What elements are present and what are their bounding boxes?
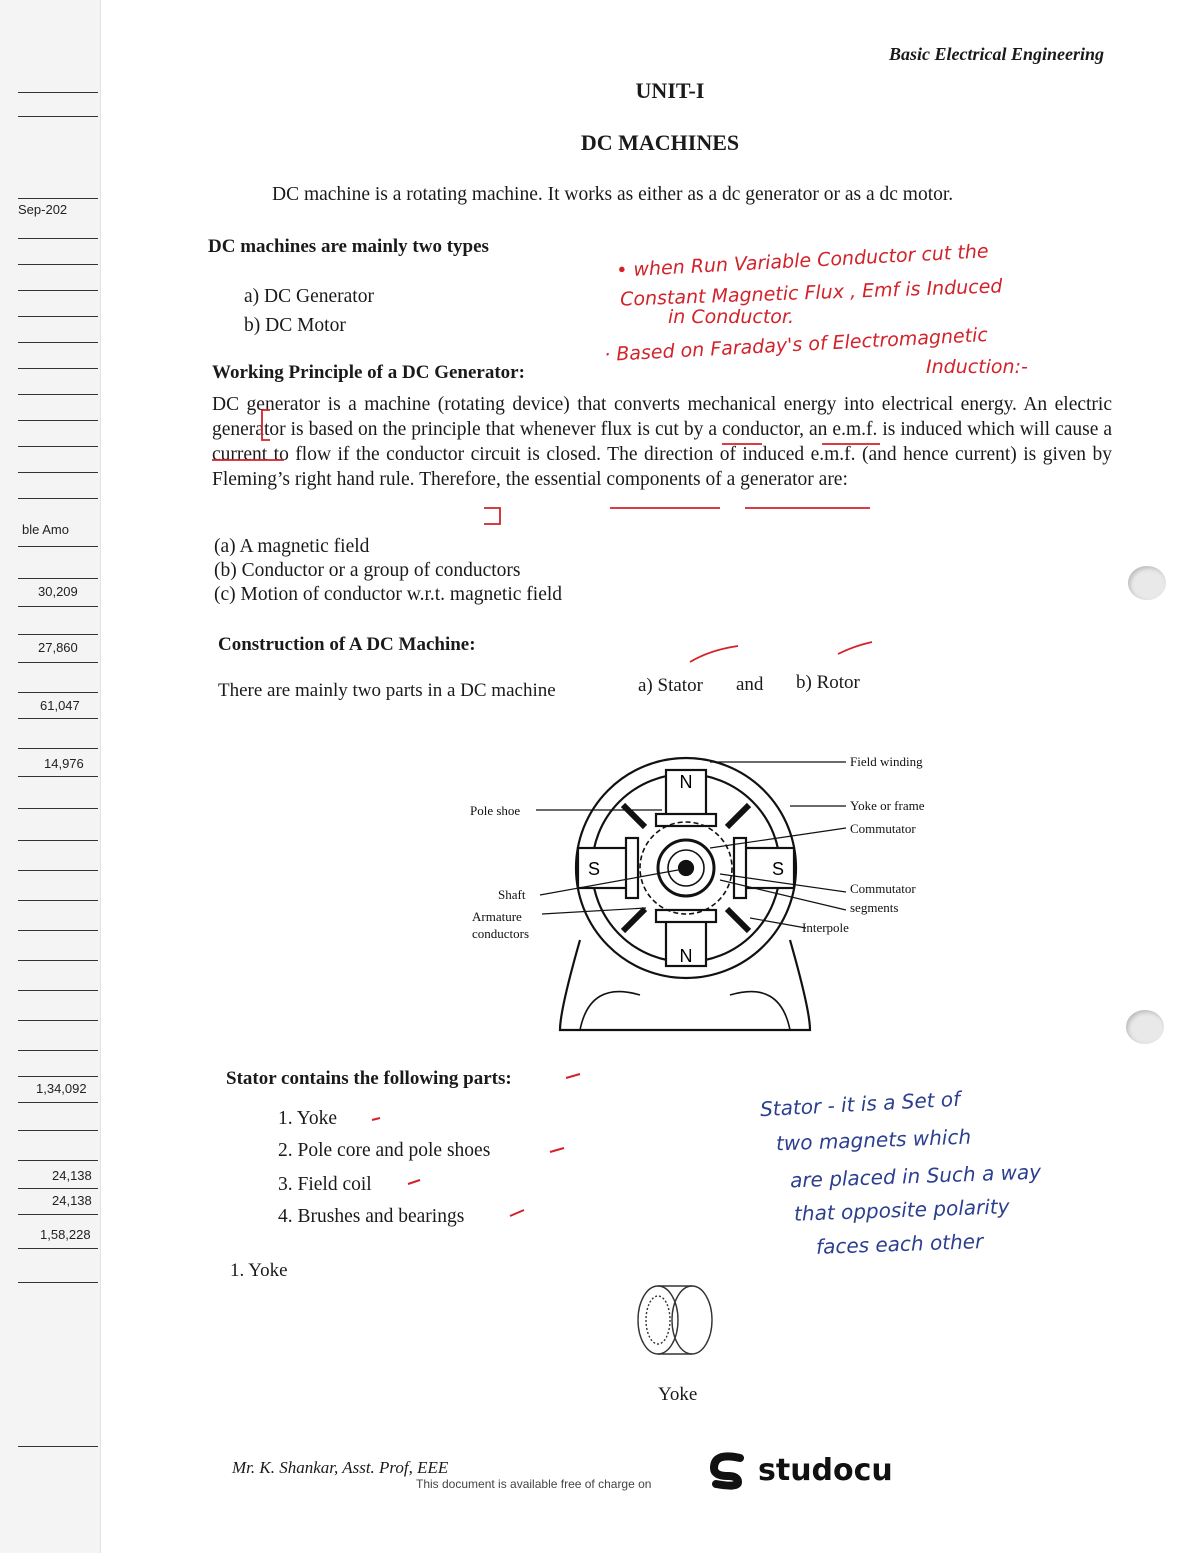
red-underline-marks (200, 396, 1120, 526)
pole-letter: N (679, 946, 693, 966)
strip-cell: 24,138 (52, 1168, 92, 1183)
handwritten-note-blue: that opposite polarity (793, 1194, 1010, 1226)
strip-cell: 61,047 (40, 698, 80, 713)
strip-cell: 30,209 (38, 584, 78, 599)
intro-text: DC machine is a rotating machine. It works as either as a dc generator or as a dc motor. (272, 184, 954, 205)
label-armature-conductors: conductors (472, 926, 530, 941)
handwritten-note-red: · Based on Faraday's of Electromagnetic (603, 323, 989, 367)
types-heading: DC machines are mainly two types (208, 236, 489, 257)
strip-cell: 1,58,228 (40, 1227, 91, 1242)
label-yoke-frame: Yoke or frame (850, 798, 925, 813)
footer-author: Mr. K. Shankar, Asst. Prof, EEE (232, 1458, 449, 1477)
stator-part: 4. Brushes and bearings (278, 1206, 465, 1227)
scan-left-strip (0, 0, 101, 1553)
label-pole-shoe: Pole shoe (470, 803, 521, 818)
strip-cell: 24,138 (52, 1193, 92, 1208)
handwritten-note-red: • when Run Variable Conductor cut the (615, 240, 990, 282)
handwritten-note-red: Constant Magnetic Flux , Emf is Induced (619, 275, 1003, 311)
unit-title: UNIT-I (635, 78, 705, 103)
handwritten-note-blue: Stator - it is a Set of (759, 1086, 961, 1122)
red-bracket-mark (262, 410, 270, 440)
component-item: (b) Conductor or a group of conductors (214, 560, 521, 581)
part-stator: a) Stator (638, 675, 703, 696)
handwritten-note-blue: faces each other (815, 1229, 984, 1259)
component-item: (a) A magnetic field (214, 536, 370, 557)
studocu-logo-icon (708, 1450, 750, 1490)
type-item: b) DC Motor (244, 315, 346, 336)
label-armature: Armature (472, 909, 522, 924)
strip-cell: 27,860 (38, 640, 78, 655)
yoke-image (630, 1280, 720, 1366)
stator-part: 1. Yoke (278, 1108, 338, 1129)
page-title: DC MACHINES (580, 130, 740, 155)
footer-availability: This document is available free of charge on (416, 1477, 652, 1491)
working-paragraph: DC generator is a machine (rotating device) that converts mechanical energy into electrical energy. An electric generator is based on the principle that whenever flux is cut by a conductor, an e.m.f. is induced which will cause a current to flow if the conductor circuit is closed. The direction of induced e.m.f. (and hence current) is given by Fleming’s right hand rule. Therefore, the essential components of a generator are: (212, 394, 1112, 490)
punch-hole (1126, 1010, 1164, 1044)
working-heading: Working Principle of a DC Generator: (212, 362, 525, 383)
strip-cell: 1,34,092 (36, 1081, 87, 1096)
construction-heading: Construction of A DC Machine: (218, 634, 476, 655)
red-dash-marks (360, 1066, 590, 1226)
strip-cell: ble Amo (22, 522, 69, 537)
pole-right (740, 848, 794, 888)
stator-part: 3. Field coil (278, 1174, 372, 1195)
handwritten-note-blue: are placed in Such a way (789, 1159, 1042, 1193)
label-commutator-segments: Commutator (850, 881, 916, 896)
pole-letter: S (771, 859, 785, 879)
part-rotor: b) Rotor (796, 672, 860, 693)
studocu-brand[interactable] (708, 1450, 893, 1490)
type-item: a) DC Generator (244, 286, 374, 307)
pole-left (578, 848, 632, 888)
part-and: and (736, 674, 764, 695)
label-shaft: Shaft (498, 887, 526, 902)
label-field-winding: Field winding (850, 754, 923, 769)
strip-cell: 14,976 (44, 756, 84, 771)
label-commutator-segments-2: segments (850, 900, 899, 915)
pole-letter: S (587, 859, 601, 879)
label-interpole: Interpole (802, 920, 849, 935)
punch-hole (1128, 566, 1166, 600)
pole-letter: N (679, 772, 693, 792)
handwritten-note-red: in Conductor. (668, 306, 795, 328)
studocu-wordmark: studocu (758, 1452, 893, 1488)
construction-text: There are mainly two parts in a DC machine (218, 680, 556, 701)
label-commutator: Commutator (850, 821, 916, 836)
handwritten-note-red: Induction:- (926, 356, 1028, 378)
stator-part: 2. Pole core and pole shoes (278, 1140, 491, 1161)
component-item: (c) Motion of conductor w.r.t. magnetic field (214, 584, 563, 605)
shaft (679, 861, 693, 875)
red-tick-marks (680, 636, 880, 666)
page-header: Basic Electrical Engineering (888, 44, 1104, 64)
yoke-caption: Yoke (658, 1384, 698, 1405)
yoke-heading: 1. Yoke (230, 1260, 288, 1281)
stator-heading: Stator contains the following parts: (226, 1068, 512, 1089)
handwritten-note-blue: two magnets which (775, 1124, 972, 1156)
strip-cell: Sep-202 (18, 202, 68, 217)
